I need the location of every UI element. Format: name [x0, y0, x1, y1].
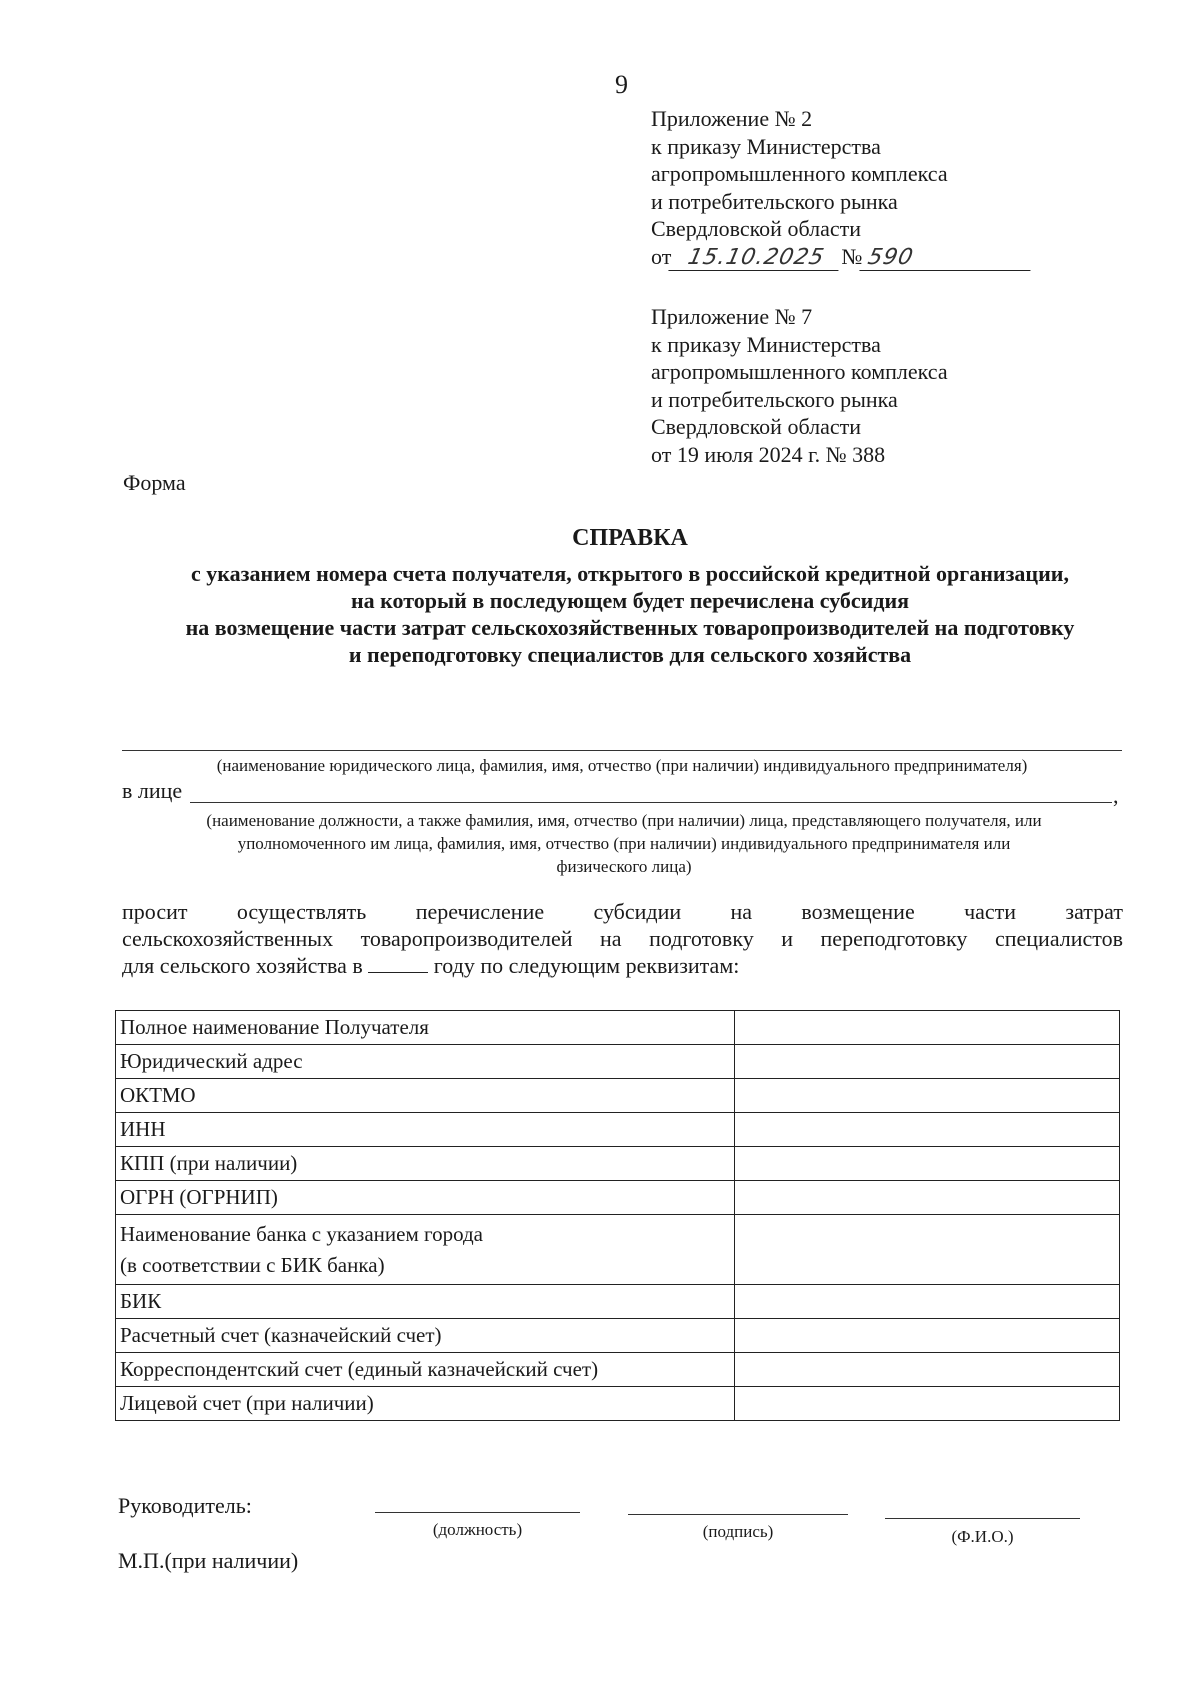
requisite-label-text: ОКТМО: [120, 1083, 196, 1107]
date-prefix: от: [651, 243, 672, 269]
position-line[interactable]: [375, 1512, 580, 1513]
requisite-label: [116, 1215, 735, 1285]
table-row: [116, 1387, 1120, 1421]
requisite-label-text: Юридический адрес: [120, 1049, 303, 1073]
order-date-line: [651, 243, 1033, 271]
appendix-7-line: и потребительского рынка: [651, 386, 898, 412]
handwritten-number: 590: [860, 246, 1036, 271]
requisite-value[interactable]: [735, 1079, 1120, 1113]
requisite-label-text: (в соответствии с БИК банка): [120, 1252, 385, 1277]
requisite-label: [116, 1319, 735, 1353]
requisite-value[interactable]: [735, 1285, 1120, 1319]
request-text-before: для сельского хозяйства в: [122, 953, 363, 978]
representative-comma: ,: [1113, 783, 1119, 808]
form-label: Форма: [123, 470, 186, 495]
table-row: [116, 1181, 1120, 1215]
requisite-label-text: ИНН: [120, 1117, 166, 1141]
page-number: 9: [615, 70, 628, 99]
year-input-line[interactable]: [368, 954, 428, 973]
appendix-2-line: к приказу Министерства: [651, 133, 881, 159]
appendix-7-line: Приложение № 7: [651, 304, 813, 329]
requisite-label: [116, 1353, 735, 1387]
requisite-value[interactable]: [735, 1353, 1120, 1387]
request-line-year: [122, 952, 1123, 979]
requisite-value[interactable]: [735, 1387, 1120, 1421]
requisite-label: [116, 1011, 735, 1045]
appendix-2-line: и потребительского рынка: [651, 188, 898, 214]
representative-line[interactable]: [190, 802, 1112, 803]
requisite-label: [116, 1147, 735, 1181]
appendix-7-line: к приказу Министерства: [651, 331, 881, 357]
requisite-label-text: Расчетный счет (казначейский счет): [120, 1323, 442, 1347]
request-line: просит осуществлять перечисление субсидии на возмещение части затрат: [122, 899, 1123, 924]
requisite-label-text: ОГРН (ОГРНИП): [120, 1185, 278, 1209]
table-row: [116, 1319, 1120, 1353]
table-row: [116, 1045, 1120, 1079]
document-subtitle: [120, 560, 1140, 668]
document-title: СПРАВКА: [572, 525, 688, 551]
requisite-label-text: Наименование банка с указанием города: [120, 1221, 483, 1246]
requisite-label: [116, 1113, 735, 1147]
requisite-label-text: Корреспондентский счет (единый казначейский счет): [120, 1357, 599, 1381]
requisite-value[interactable]: [735, 1011, 1120, 1045]
requisite-value[interactable]: [735, 1113, 1120, 1147]
position-caption: (должность): [432, 1520, 523, 1539]
requisite-label: [116, 1079, 735, 1113]
entity-name-caption: (наименование юридического лица, фамилия, имя, отчество (при наличии) индивидуального предпринимателя): [216, 756, 1028, 775]
table-row: [116, 1011, 1120, 1045]
subtitle-line: и переподготовку специалистов для сельского хозяйства: [348, 642, 912, 667]
request-text-after: году по следующим реквизитам:: [433, 953, 740, 978]
appendix-7-line: Свердловской области: [651, 414, 861, 439]
subtitle-line: на который в последующем будет перечислена субсидия: [350, 588, 910, 613]
requisite-label: [116, 1285, 735, 1319]
table-row: [116, 1113, 1120, 1147]
appendix-2-block: [651, 105, 1033, 271]
handwritten-date: 15.10.2025: [669, 246, 844, 271]
requisite-label-text: БИК: [120, 1289, 162, 1313]
in-person-label: в лице: [122, 778, 183, 803]
table-row: [116, 1285, 1120, 1319]
requisite-value[interactable]: [735, 1181, 1120, 1215]
requisite-label: [116, 1045, 735, 1079]
requisite-value[interactable]: [735, 1319, 1120, 1353]
signature-caption: (подпись): [702, 1522, 774, 1541]
requisite-label: [116, 1387, 735, 1421]
signature-line[interactable]: [628, 1514, 848, 1515]
requisite-value[interactable]: [735, 1215, 1120, 1285]
number-prefix: №: [841, 243, 863, 269]
appendix-2-line: Свердловской области: [651, 216, 861, 241]
table-row: [116, 1147, 1120, 1181]
appendix-7-line: от 19 июля 2024 г. № 388: [651, 441, 886, 467]
representative-caption: [122, 809, 1126, 878]
request-text: [122, 898, 1123, 979]
requisite-value[interactable]: [735, 1045, 1120, 1079]
appendix-2-line: Приложение № 2: [651, 106, 813, 131]
caption-line: уполномоченного им лица, фамилия, имя, отчество (при наличии) индивидуального предпринимателя или: [237, 834, 1011, 853]
table-row: [116, 1215, 1120, 1285]
full-name-line[interactable]: [885, 1518, 1080, 1519]
head-label: Руководитель:: [118, 1493, 252, 1518]
appendix-2-line: агропромышленного комплекса: [651, 161, 948, 186]
stamp-label: М.П.(при наличии): [118, 1548, 299, 1573]
requisite-label-text: Лицевой счет (при наличии): [120, 1391, 374, 1415]
requisite-label-text: Полное наименование Получателя: [120, 1015, 429, 1039]
subtitle-line: на возмещение части затрат сельскохозяйственных товаропроизводителей на подготовку: [185, 615, 1075, 640]
table-row: [116, 1353, 1120, 1387]
requisite-value[interactable]: [735, 1147, 1120, 1181]
requisite-label: [116, 1181, 735, 1215]
entity-name-line[interactable]: [122, 750, 1122, 751]
caption-line: (наименование должности, а также фамилия, имя, отчество (при наличии) лица, представляющего получателя, или: [206, 811, 1042, 830]
subtitle-line: с указанием номера счета получателя, открытого в российской кредитной организации,: [191, 561, 1069, 586]
requisite-label-text: КПП (при наличии): [120, 1151, 298, 1175]
full-name-caption: (Ф.И.О.): [951, 1527, 1014, 1546]
caption-line: физического лица): [556, 857, 692, 876]
appendix-7-line: агропромышленного комплекса: [651, 359, 948, 384]
requisites-table: [115, 1010, 1120, 1421]
table-row: [116, 1079, 1120, 1113]
appendix-7-block: [651, 303, 948, 468]
request-line: сельскохозяйственных товаропроизводителей на подготовку и переподготовку специалистов: [122, 926, 1123, 951]
